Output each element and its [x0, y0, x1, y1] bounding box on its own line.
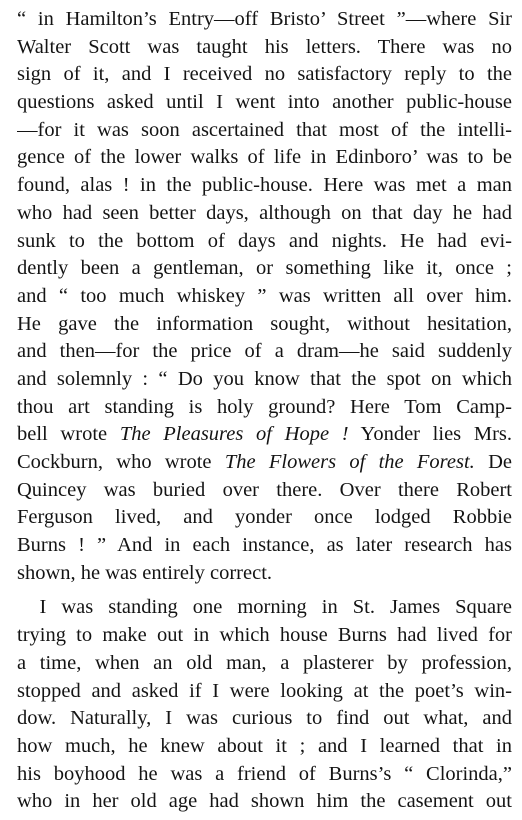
text-line [17, 705, 512, 733]
text-segment: sunk to the bottom of days and nights. He had evi- [17, 229, 512, 252]
text-line [17, 594, 512, 622]
text-segment: found, alas ! in the public-house. Here was met a man [17, 174, 512, 197]
text-segment: gence of the lower walks of life in Edinboro’ was to be [17, 146, 512, 169]
text-segment: Ferguson lived, and yonder once lodged Robbie [17, 506, 512, 529]
paragraph-gap [17, 587, 512, 594]
book-title-italic: The Flowers of the Forest. [224, 451, 475, 473]
text-line [17, 311, 512, 339]
text-line [17, 200, 512, 228]
text-segment: trying to make out in which house Burns had lived for [17, 624, 512, 647]
text-segment: “ in Hamilton’s Entry—off Bristo’ Street ”—where Sir [17, 8, 512, 30]
text-segment: I was standing one morning in St. James Square [39, 596, 512, 619]
text-line [17, 6, 512, 34]
text-segment: shown, he was entirely correct. [17, 561, 273, 584]
text-segment: Walter Scott was taught his letters. There was no [17, 35, 512, 58]
text-line [17, 532, 512, 560]
text-line [17, 338, 512, 366]
text-line [17, 117, 512, 145]
text-segment: bell wrote [17, 423, 120, 446]
text-line [17, 34, 512, 62]
text-line [17, 504, 512, 532]
paragraph [17, 6, 512, 587]
text-segment: dently been a gentleman, or something like it, once ; [17, 257, 512, 280]
text-segment: how much, he knew about it ; and I learned that in [17, 734, 512, 757]
text-segment: his boyhood he was a friend of Burns’s “ Clorinda,” [17, 762, 512, 785]
text-line [17, 421, 512, 449]
text-line [17, 560, 512, 588]
text-line [17, 733, 512, 761]
text-segment: Yonder lies Mrs. [348, 423, 512, 446]
paragraph [17, 594, 512, 816]
text-line [17, 394, 512, 422]
book-page [17, 6, 512, 816]
text-segment: dow. Naturally, I was curious to find out what, and [17, 707, 512, 730]
text-segment: a time, when an old man, a plasterer by profession, [17, 651, 512, 674]
text-segment: who had seen better days, although on that day he had [17, 201, 512, 224]
text-line [17, 622, 512, 650]
text-segment: Quincey was buried over there. Over there Robert [17, 478, 512, 501]
text-segment: thou art standing is holy ground? Here Tom Camp- [17, 395, 512, 418]
text-segment: and solemnly : “ Do you know that the spot on which [17, 367, 512, 390]
text-line [17, 61, 512, 89]
text-segment: De [474, 451, 512, 473]
text-segment: stopped and asked if I were looking at the poet’s win- [17, 679, 512, 702]
text-segment: He gave the information sought, without hesitation, [17, 312, 512, 335]
text-line [17, 283, 512, 311]
text-line [17, 255, 512, 283]
text-segment: questions asked until I went into another public-house [17, 91, 512, 114]
text-line [17, 761, 512, 789]
text-segment: sign of it, and I received no satisfactory reply to the [17, 63, 512, 86]
text-segment: Burns ! ” And in each instance, as later research has [17, 534, 512, 557]
text-line [17, 678, 512, 706]
text-line [17, 650, 512, 678]
text-segment: who in her old age had shown him the casement out [17, 790, 512, 813]
text-line [17, 228, 512, 256]
text-line [17, 788, 512, 816]
text-segment: and then—for the price of a dram—he said suddenly [17, 340, 512, 363]
text-line [17, 89, 512, 117]
text-segment: Cockburn, who wrote [17, 451, 225, 473]
text-line [17, 144, 512, 172]
text-segment: and “ too much whiskey ” was written all over him. [17, 284, 512, 307]
text-line [17, 477, 512, 505]
text-line [17, 172, 512, 200]
text-segment: —for it was soon ascertained that most of the intelli- [17, 118, 512, 141]
text-line [17, 366, 512, 394]
text-line [17, 449, 512, 477]
book-title-italic: The Pleasures of Hope ! [119, 423, 349, 446]
